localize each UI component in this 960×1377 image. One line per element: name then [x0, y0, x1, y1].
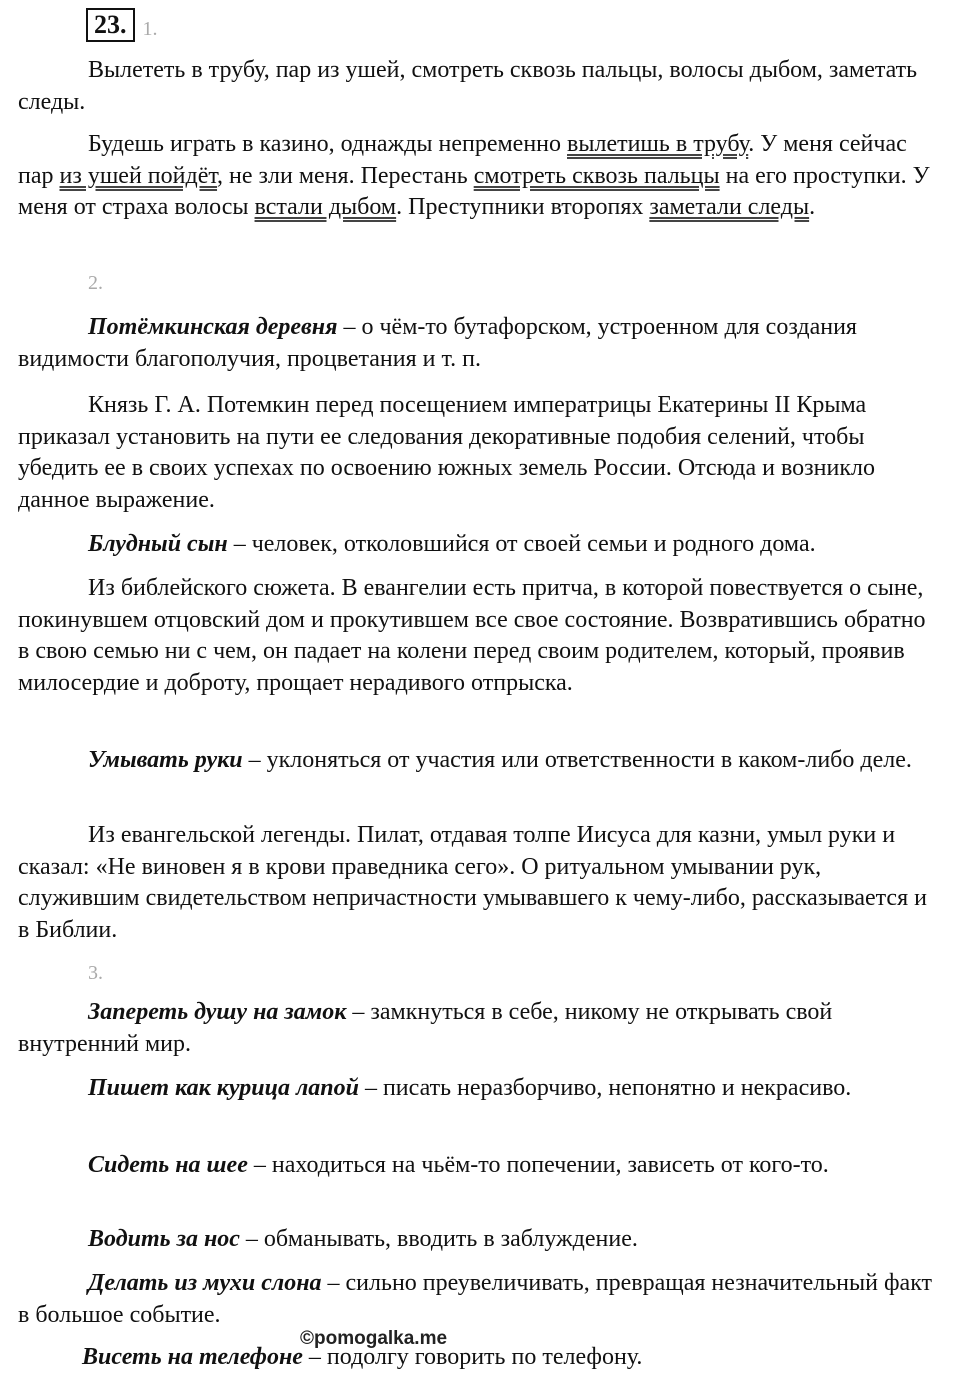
idiom-term: Водить за нос — [88, 1226, 240, 1252]
idiom-term: Висеть на телефоне — [82, 1344, 303, 1370]
section-number-2: 2. — [88, 272, 103, 294]
idiom-definition: – обманывать, вводить в заблуждение. — [239, 1226, 638, 1252]
idiom-term: Потёмкинская деревня — [88, 314, 338, 340]
idiom-term: Запереть душу на замок — [88, 999, 347, 1025]
definition-lock-soul — [18, 997, 938, 1060]
task-number: 23. — [86, 8, 135, 42]
underlined-idiom-4: встали дыбом — [254, 194, 397, 220]
underlined-idiom-5: заметали следы — [649, 194, 810, 220]
example-text-3: , не зли меня. Перестань — [217, 162, 474, 189]
idiom-term: Сидеть на шее — [88, 1152, 248, 1178]
section-number-1: 1. — [142, 18, 158, 40]
underlined-idiom-1: вылетишь в трубу — [567, 131, 749, 157]
idiom-term: Делать из мухи слона — [88, 1270, 322, 1296]
underlined-idiom-2: из ушей пойдёт — [59, 162, 218, 189]
example-text-6: . — [809, 194, 816, 220]
origin-potemkin: Князь Г. А. Потемкин перед посещением императрицы Екатерины II Крыма приказал установить на пути ее следования декоративные подобия селений, чтобы убедить ее в своих успехах по освоению южных земель России. Отсюда и возникло данное выражение. — [18, 392, 875, 513]
example-paragraph — [18, 129, 938, 224]
definition-lead-by-nose — [18, 1224, 938, 1256]
idiom-definition: – уклоняться от участия или ответственности в каком-либо деле. — [242, 747, 912, 773]
example-text-1: Будешь играть в казино, однажды непременно — [88, 131, 568, 157]
idiom-list: Вылететь в трубу, пар из ушей, смотреть сквозь пальцы, волосы дыбом, заметать следы. — [18, 57, 918, 115]
definition-wash-hands — [18, 745, 938, 777]
idiom-definition: – о чём-то бутафорском, устроенном для создания видимости благополучия, процветания и т. п. — [18, 314, 857, 372]
idiom-term: Блудный сын — [88, 531, 228, 557]
section-number-3: 3. — [88, 962, 103, 984]
example-text-5: . Преступники второпях — [396, 194, 650, 220]
idiom-definition: – сильно преувеличивать, превращая незначительный факт в большое событие. — [18, 1270, 933, 1328]
origin-wash-hands: Из евангельской легенды. Пилат, отдавая толпе Иисуса для казни, умыл руки и сказал: «Не виновен я в крови праведника сего». О ритуальном умывании рук, служившим свидетельством непричастности умывавшего к чему-либо, рассказывается и в Библии. — [18, 822, 927, 943]
definition-sit-on-neck — [18, 1150, 938, 1182]
definition-hen-paw — [18, 1073, 938, 1105]
idiom-definition: – находиться на чьём-то попечении, зависеть от кого-то. — [247, 1152, 829, 1178]
idiom-definition: – подолгу говорить по телефону. — [302, 1344, 643, 1370]
idiom-definition: – писать неразборчиво, непонятно и некрасиво. — [358, 1075, 852, 1101]
definition-prodigal-son — [18, 529, 938, 561]
origin-prodigal-son: Из библейского сюжета. В евангелии есть притча, в которой повествуется о сыне, покинувшем отцовский дом и прокутившем все свое состояние. Возвратившись обратно в свою семью ни с чем, он падает на колени перед своим родителем, который, проявив милосердие и доброту, прощает нерадивого отпрыска. — [18, 575, 926, 696]
idiom-term: Пишет как курица лапой — [88, 1075, 359, 1101]
definition-potemkin — [18, 312, 938, 375]
idiom-definition: – замкнуться в себе, никому не открывать свой внутренний мир. — [18, 999, 833, 1057]
definition-hang-on-phone — [18, 1342, 938, 1374]
example-text-2: . У меня сейчас пар — [18, 131, 907, 189]
example-text-4: на его проступки. У меня от страха волосы — [18, 162, 930, 220]
watermark: ©pomogalka.me — [300, 1328, 448, 1349]
idiom-term: Умывать руки — [88, 747, 243, 773]
task-header — [86, 8, 158, 42]
idiom-definition: – человек, отколовшийся от своей семьи и родного дома. — [227, 531, 816, 557]
underlined-idiom-3: смотреть сквозь пальцы — [473, 162, 720, 189]
definition-mountain-molehill — [18, 1268, 938, 1331]
